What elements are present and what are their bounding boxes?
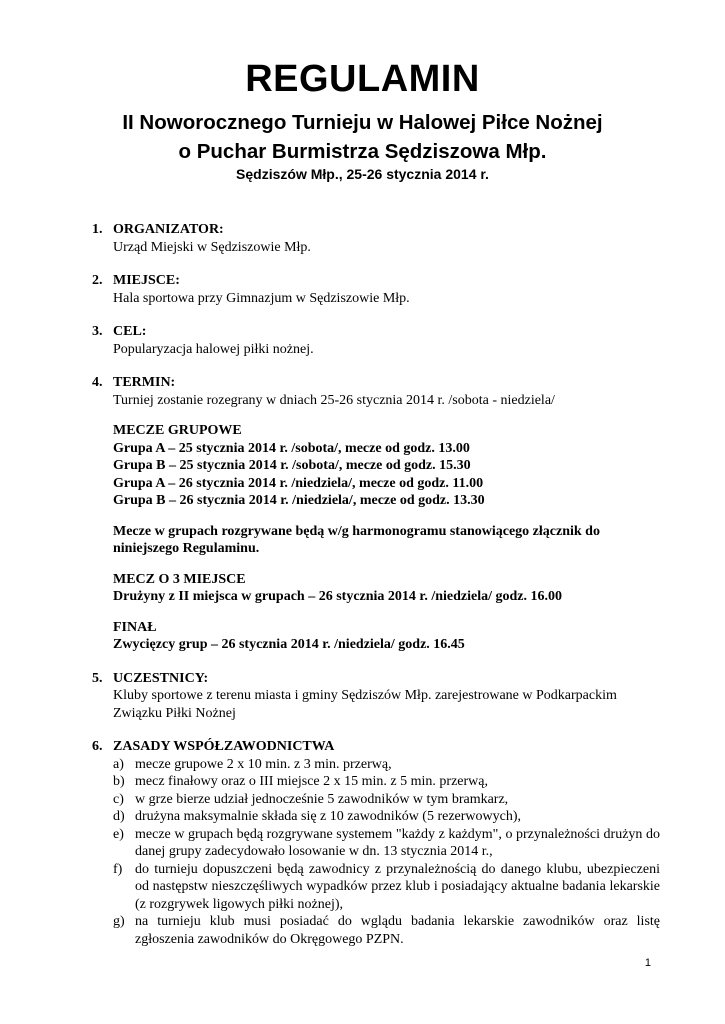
section-heading: MIEJSCE: — [113, 273, 180, 288]
section-cel — [80, 323, 660, 358]
list-text: drużyna maksymalnie składa się z 10 zawodników (5 rezerwowych), — [135, 809, 522, 824]
list-text: do turnieju dopuszczeni będą zawodnicy z przynależnością do danego klubu, ubezpieczeni od następstw nieszczęśliwych wypadków przez klub i posiadający aktualne badania lekarskie (z rozgrywek ligowych piłki nożnej), — [135, 861, 660, 912]
section-zasady — [80, 738, 660, 948]
list-item — [113, 773, 660, 791]
subtitle-line-1: II Noworocznego Turnieju w Halowej Piłce Nożnej — [122, 111, 603, 134]
third-place-text: Drużyny z II miejsca w grupach – 26 stycznia 2014 r. /niedziela/ godz. 16.00 — [113, 589, 563, 604]
section-text: Urząd Miejski w Sędziszowie Młp. — [113, 239, 311, 255]
list-letter: a) — [113, 756, 124, 772]
list-text: mecze w grupach będą rozgrywane systemem "każdy z każdym", o przynależności drużyn do danej grupy zadecydowało losowanie w dn. 13 stycznia 2014 r., — [135, 826, 660, 859]
list-letter: e) — [113, 826, 124, 842]
list-letter: b) — [113, 774, 125, 789]
group-note: Mecze w grupach rozgrywane będą w/g harmonogramu stanowiącego złącznik do — [113, 523, 600, 539]
section-heading: ORGANIZATOR: — [113, 222, 224, 237]
section-number: 5. — [92, 670, 103, 686]
list-letter: f) — [113, 861, 123, 877]
list-item — [113, 913, 660, 948]
list-letter: g) — [113, 914, 125, 929]
section-number: 3. — [92, 324, 103, 339]
document-body — [80, 221, 660, 964]
group-line: Grupa A – 26 stycznia 2014 r. /niedziela/, mecze od godz. 11.00 — [113, 475, 484, 491]
list-item — [113, 791, 660, 809]
group-line: Grupa B – 26 stycznia 2014 r. /niedziela/, mecze od godz. 13.30 — [113, 493, 485, 508]
final-text: Zwycięzcy grup – 26 stycznia 2014 r. /niedziela/ godz. 16.45 — [113, 637, 465, 652]
list-text: na turnieju klub musi posiadać do wglądu badania lekarskie zawodników oraz listę zgłoszenia zawodników do Okręgowego PZPN. — [135, 914, 660, 947]
list-text: mecze grupowe 2 x 10 min. z 3 min. przerwą, — [135, 756, 392, 772]
list-letter: d) — [113, 809, 125, 824]
list-item — [113, 808, 660, 826]
section-number: 2. — [92, 273, 103, 288]
list-text: w grze bierze udział jednocześnie 5 zawodników w tym bramkarz, — [135, 791, 509, 807]
list-text: mecz finałowy oraz o III miejsce 2 x 15 min. z 5 min. przerwą, — [135, 774, 488, 789]
group-line: Grupa A – 25 stycznia 2014 r. /sobota/, mecze od godz. 13.00 — [113, 440, 470, 456]
section-text: Związku Piłki Nożnej — [113, 705, 236, 721]
section-heading: TERMIN: — [113, 375, 176, 390]
rules-list — [113, 756, 660, 949]
list-item — [113, 756, 660, 774]
subtitle-line-2: o Puchar Burmistrza Sędziszowa Młp. — [178, 140, 547, 163]
group-note: niniejszego Regulaminu. — [113, 541, 260, 556]
section-text: Hala sportowa przy Gimnazjum w Sędziszowie Młp. — [113, 290, 410, 306]
section-miejsce — [80, 272, 660, 307]
section-termin — [80, 374, 660, 654]
page-number: 1 — [644, 957, 651, 969]
section-heading: UCZESTNICY: — [113, 670, 209, 686]
group-matches-heading: MECZE GRUPOWE — [113, 423, 242, 438]
group-line: Grupa B – 25 stycznia 2014 r. /sobota/, mecze od godz. 15.30 — [113, 458, 471, 473]
third-place-heading: MECZ O 3 MIEJSCE — [113, 571, 246, 587]
section-uczestnicy — [80, 670, 660, 723]
section-text: Popularyzacja halowej piłki nożnej. — [113, 341, 314, 357]
section-heading: CEL: — [113, 324, 147, 339]
section-text: Turniej zostanie rozegrany w dniach 25-26 stycznia 2014 r. /sobota - niedziela/ — [113, 392, 555, 408]
section-text: Kluby sportowe z terenu miasta i gminy Sędziszów Młp. zarejestrowane w Podkarpackim — [113, 688, 617, 703]
document-title: REGULAMIN — [245, 58, 480, 100]
section-number: 1. — [92, 222, 103, 237]
final-heading: FINAŁ — [113, 619, 157, 635]
date-line: Sędziszów Młp., 25-26 stycznia 2014 r. — [236, 166, 489, 182]
section-number: 4. — [92, 375, 103, 390]
section-number: 6. — [92, 739, 103, 754]
list-letter: c) — [113, 791, 124, 807]
list-item — [113, 826, 660, 861]
section-heading: ZASADY WSPÓŁZAWODNICTWA — [113, 739, 335, 754]
list-item — [113, 861, 660, 914]
section-organizator — [80, 221, 660, 256]
